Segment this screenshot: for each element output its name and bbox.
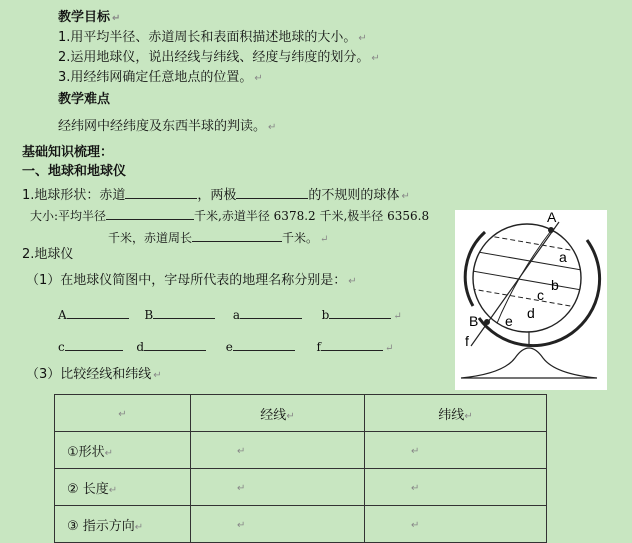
label-d: d bbox=[527, 305, 535, 321]
label-e: e bbox=[505, 313, 513, 329]
label-c: c bbox=[537, 287, 544, 303]
cell-parallel-shape[interactable]: ↵ bbox=[365, 432, 547, 469]
difficulty-heading: 教学难点 bbox=[58, 92, 111, 107]
table-header-meridian: 经线↵ bbox=[191, 395, 365, 432]
label-b: b bbox=[551, 277, 559, 293]
label-B: B bbox=[469, 313, 479, 329]
cell-parallel-direction[interactable]: ↵ bbox=[365, 506, 547, 543]
objective-item-1: 1.用平均半径、赤道周长和表面积描述地球的大小。 ↵ bbox=[58, 30, 367, 45]
section-title: 一、地球和地球仪 bbox=[22, 164, 127, 179]
label-f: f bbox=[465, 333, 469, 349]
radius-blank bbox=[106, 206, 194, 220]
table-header-empty: ↵ bbox=[55, 395, 191, 432]
shape-blank-1 bbox=[125, 185, 197, 199]
cell-meridian-direction[interactable]: ↵ bbox=[191, 506, 365, 543]
blanks-row-2: c d e f ↵ bbox=[58, 340, 394, 354]
label-A: A bbox=[547, 210, 557, 225]
table-header-parallel: 纬线↵ bbox=[365, 395, 547, 432]
size-line-2: 千米，赤道周长 千米。 ↵ bbox=[108, 228, 328, 248]
basics-heading: 基础知识梳理： bbox=[22, 145, 114, 160]
objective-item-3: 3.用经纬网确定任意地点的位置。 ↵ bbox=[58, 70, 263, 85]
globe-stand bbox=[461, 348, 597, 378]
comparison-table bbox=[54, 394, 547, 543]
cell-meridian-length[interactable]: ↵ bbox=[191, 469, 365, 506]
table-row bbox=[55, 469, 547, 506]
row-label-length: ② 长度↵ bbox=[55, 469, 191, 506]
table-header-row bbox=[55, 395, 547, 432]
objective-item-2: 2.运用地球仪，说出经线与纬线、经度与纬度的划分。 ↵ bbox=[58, 50, 380, 65]
shape-line: 1.地球形状：赤道 ，两极 的不规则的球体 ↵ bbox=[22, 185, 410, 205]
row-label-shape: ①形状↵ bbox=[55, 432, 191, 469]
cell-meridian-shape[interactable]: ↵ bbox=[191, 432, 365, 469]
size-line: 大小:平均半径 千米,赤道半径 6378.2 千米,极半径 6356.8 bbox=[30, 206, 429, 224]
globe-heading: 2.地球仪 bbox=[22, 247, 74, 262]
label-a: a bbox=[559, 249, 567, 265]
question-1: （1）在地球仪简图中，字母所代表的地理名称分别是： ↵ bbox=[26, 273, 357, 288]
circumference-blank bbox=[192, 228, 282, 242]
cell-parallel-length[interactable]: ↵ bbox=[365, 469, 547, 506]
table-row bbox=[55, 506, 547, 543]
globe-svg bbox=[455, 210, 607, 390]
objectives-heading: 教学目标 ↵ bbox=[58, 10, 121, 25]
shape-blank-2 bbox=[236, 185, 308, 199]
blanks-row-1: A B a b ↵ bbox=[58, 308, 402, 322]
row-label-direction: ③ 指示方向↵ bbox=[55, 506, 191, 543]
difficulty-text: 经纬网中经纬度及东西半球的判读。 ↵ bbox=[58, 119, 277, 134]
question-3: （3）比较经线和纬线 ↵ bbox=[26, 367, 162, 382]
globe-diagram bbox=[455, 210, 607, 390]
table-row bbox=[55, 432, 547, 469]
